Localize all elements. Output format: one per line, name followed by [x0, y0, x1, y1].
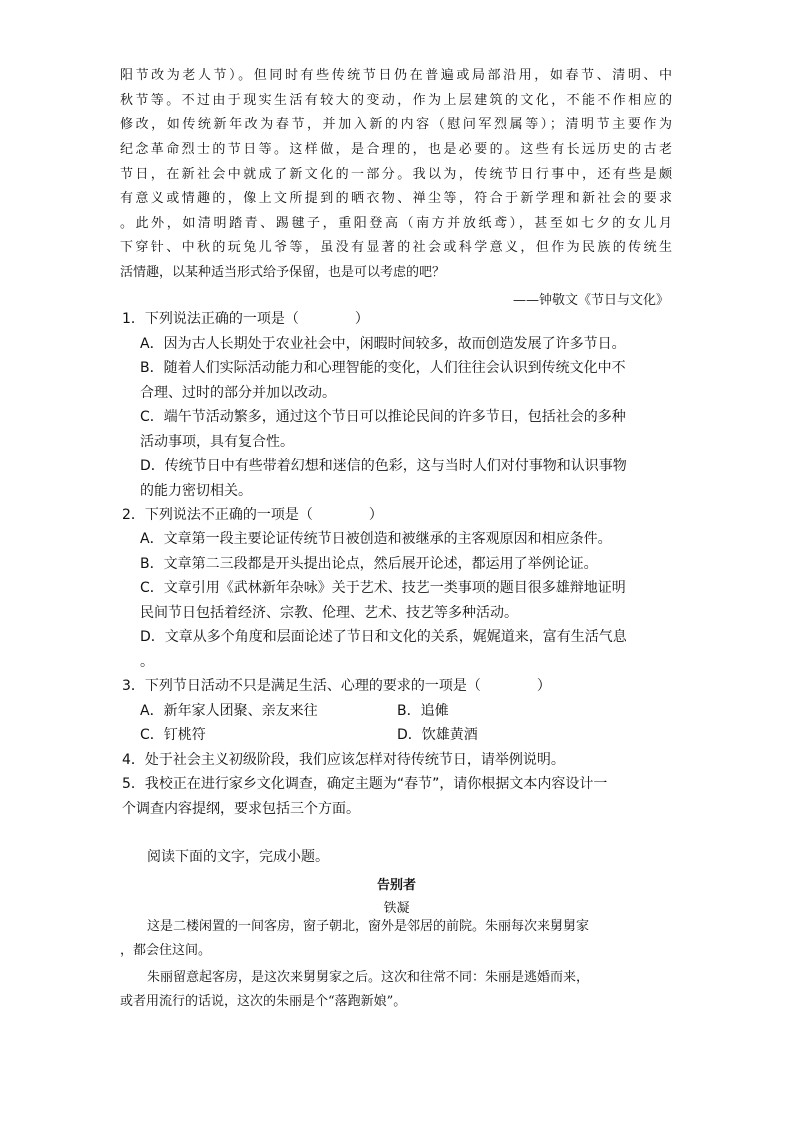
passage-line: 活情趣，以某种适当形式给予保留，也是可以考虑的吧？	[120, 265, 446, 280]
passage-line: 下穿针、中秋的玩兔儿爷等，虽没有显著的社会或科学意义，但作为民族的传统生	[120, 240, 672, 255]
passage-line: 修改，如传统新年改为春节，并加入新的内容（慰问军烈属等）；清明节主要作为	[120, 117, 672, 132]
q3-option-d: D．饮雄黄酒	[397, 727, 478, 743]
question-1-stem: 1．下列说法正确的一项是（ ）	[122, 311, 369, 327]
story-author: 铁凝	[383, 901, 410, 916]
q1-option-a: A．因为古人长期处于农业社会中，闲暇时间较多，故而创造发展了许多节日。	[140, 336, 626, 352]
passage-line: 阳节改为老人节）。但同时有些传统节日仍在普遍或局部沿用，如春节、清明、中	[120, 68, 672, 83]
question-3-stem: 3．下列节日活动不只是满足生活、心理的要求的一项是（ ）	[122, 678, 551, 694]
story-paragraph-cont: 或者用流行的话说，这次的朱丽是个“落跑新娘”。	[120, 994, 407, 1009]
q2-option-d: D．文章从多个角度和层面论述了节日和文化的关系，娓娓道来，富有生活气息	[140, 629, 627, 645]
question-4: 4．处于社会主义初级阶段，我们应该怎样对待传统节日，请举例说明。	[122, 752, 565, 768]
passage-line: 。此外，如清明踏青、踢毽子，重阳登高（南方并放纸鸢），甚至如七夕的女儿月	[120, 216, 672, 231]
question-5-cont: 个调查内容提纲，要求包括三个方面。	[122, 801, 360, 817]
q3-option-a: A．新年家人团聚、亲友来往	[140, 703, 318, 719]
q1-option-b: B．随着人们实际活动能力和心理智能的变化，人们往往会认识到传统文化中不	[140, 360, 626, 376]
q1-option-d: D．传统节日中有些带着幻想和迷信的色彩，这与当时人们对付事物和认识事物	[140, 458, 627, 474]
story-paragraph: 这是二楼闲置的一间客房，窗子朝北，窗外是邻居的前院。朱丽每次来舅舅家	[147, 919, 590, 934]
story-paragraph-cont: ，都会住这间。	[120, 943, 212, 958]
passage-source: ——钟敬文《节日与文化》	[512, 293, 669, 308]
q3-option-c: C．钉桃符	[140, 727, 206, 743]
q2-option-a: A．文章第一段主要论证传统节日被创造和被继承的主客观原因和相应条件。	[140, 531, 612, 547]
q1-option-c-cont: 活动事项，具有复合性。	[140, 434, 294, 450]
reading-instruction: 阅读下面的文字，完成小题。	[147, 849, 329, 865]
question-5: 5．我校正在进行家乡文化调查，确定主题为“春节”，请你根据文本内容设计一	[122, 776, 608, 792]
q3-option-b: B．追傩	[397, 703, 449, 719]
passage-line: 纪念革命烈士的节日等。这样做，是合理的，也是必要的。这些有长远历史的古老	[120, 142, 672, 157]
passage-line: 节日，在新社会中就成了新文化的一部分。我以为，传统节日行事中，还有些是颇	[120, 167, 672, 182]
story-paragraph: 朱丽留意起客房，是这次来舅舅家之后。这次和往常不同：朱丽是逃婚而来，	[147, 970, 590, 985]
passage-line: 有意义或情趣的，像上文所提到的晒衣物、禅尘等，符合于新学理和新社会的要求	[120, 191, 672, 206]
q2-option-b: B．文章第二三段都是开头提出论点，然后展开论述，都运用了举例论证。	[140, 556, 598, 572]
q1-option-b-cont: 合理、过时的部分并加以改动。	[140, 385, 336, 401]
q2-option-c: C．文章引用《武林新年杂咏》关于艺术、技艺一类事项的题目很多雄辩地证明	[140, 580, 626, 596]
question-2-stem: 2．下列说法不正确的一项是（ ）	[122, 507, 383, 523]
story-title: 告别者	[376, 878, 416, 893]
q2-option-c-cont: 民间节日包括着经济、宗教、伦理、艺术、技艺等多种活动。	[140, 605, 518, 621]
q2-option-d-cont: 。	[140, 654, 154, 670]
q1-option-d-cont: 的能力密切相关。	[140, 483, 252, 499]
passage-line: 秋节等。不过由于现实生活有较大的变动，作为上层建筑的文化，不能不作相应的	[120, 93, 672, 108]
q1-option-c: C．端午节活动繁多，通过这个节日可以推论民间的许多节日，包括社会的多种	[140, 409, 626, 425]
